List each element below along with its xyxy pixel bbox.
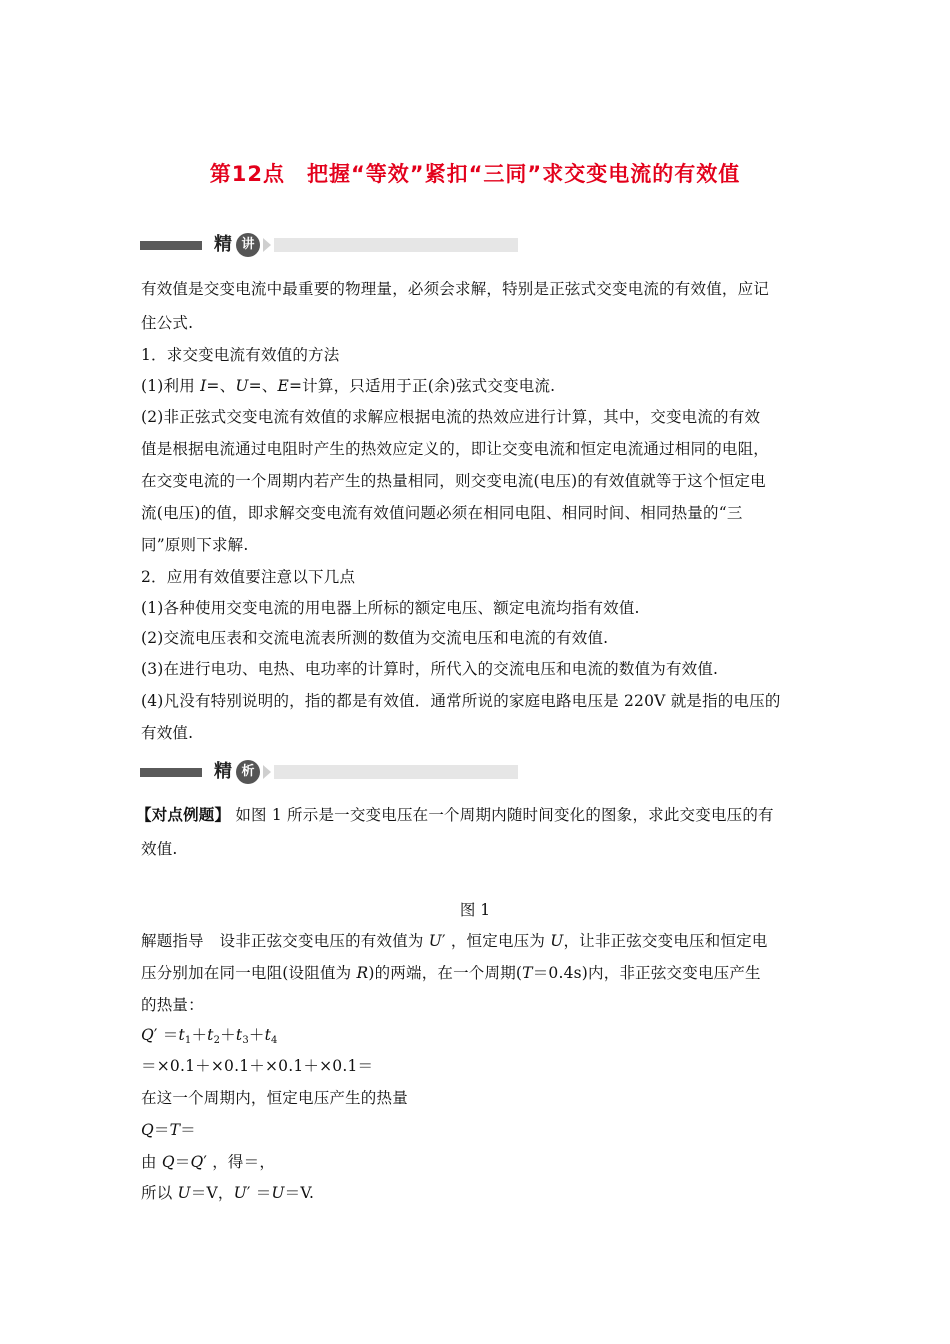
equation-line: 所以 U＝V，U′ ＝U＝V. — [141, 1184, 315, 1202]
section-bar-dark — [140, 241, 202, 250]
section-circle-badge: 讲 — [236, 233, 260, 257]
example-question: 效值. — [141, 840, 178, 858]
paragraph-line: 有效值是交变电流中最重要的物理量，必须会求解，特别是正弦式交变电流的有效值，应记 — [141, 280, 770, 298]
list-item: (1)各种使用交变电流的用电器上所标的额定电压、额定电流均指有效值. — [141, 599, 640, 617]
figure-caption: 图 1 — [459, 901, 491, 919]
section-label: 精 — [214, 234, 232, 255]
solution-line: 压分别加在同一电阻(设阻值为 R)的两端，在一个周期(T＝0.4s)内，非正弦交变电压产生 — [141, 964, 761, 982]
page-title — [0, 158, 950, 188]
example-tag: 【对点例题】 — [136, 805, 231, 824]
solution-line: 的热量： — [141, 996, 204, 1014]
list-item: 有效值. — [141, 724, 194, 742]
section-bar-light — [274, 238, 518, 252]
title-text: 把握“等效”紧扣“三同”求交变电流的有效值 — [307, 162, 741, 186]
section-heading: 2．应用有效值要注意以下几点 — [141, 568, 356, 586]
arrow-icon — [263, 238, 271, 252]
list-item: (2)交流电压表和交流电流表所测的数值为交流电压和电流的有效值. — [141, 629, 609, 647]
equation-line: Q＝T＝ — [141, 1121, 196, 1139]
paragraph-line: 值是根据电流通过电阻时产生的热效应定义的，即让交变电流和恒定电流通过相同的电阻， — [141, 440, 770, 458]
paragraph-line: 住公式. — [141, 314, 194, 332]
equation-line: 由 Q＝Q′ ，得＝， — [141, 1153, 276, 1171]
section-circle-badge: 析 — [236, 760, 260, 784]
solution-line: 解题指导 设非正弦交变电压的有效值为 U′ ，恒定电压为 U，让非正弦交变电压和恒定电 — [141, 932, 768, 950]
equation-line: ＝×0.1＋×0.1＋×0.1＋×0.1＝ — [141, 1057, 374, 1075]
list-item: (4)凡没有特别说明的，指的都是有效值．通常所说的家庭电路电压是 220V 就是指的电压的 — [141, 692, 781, 710]
list-item: (3)在进行电功、电热、电功率的计算时，所代入的交流电压和电流的数值为有效值. — [141, 660, 719, 678]
solution-line: 在这一个周期内，恒定电压产生的热量 — [141, 1089, 408, 1107]
paragraph-line: 同”原则下求解. — [141, 536, 249, 554]
section-bar-light — [274, 765, 518, 779]
paragraph-line: 流(电压)的值，即求解交变电流有效值问题必须在相同电阻、相同时间、相同热量的“三 — [141, 504, 743, 522]
section-header-lecture — [140, 233, 518, 257]
paragraph-line: 在交变电流的一个周期内若产生的热量相同，则交变电流(电压)的有效值就等于这个恒定电 — [141, 472, 766, 490]
example-question: 【对点例题】 如图 1 所示是一交变电压在一个周期内随时间变化的图象，求此交变电压的有 — [136, 805, 774, 824]
section-header-analysis — [140, 760, 518, 784]
arrow-icon — [263, 765, 271, 779]
paragraph-line: (2)非正弦式交变电流有效值的求解应根据电流的热效应进行计算，其中，交变电流的有效 — [141, 408, 761, 426]
section-bar-dark — [140, 768, 202, 777]
section-heading: 1．求交变电流有效值的方法 — [141, 346, 340, 364]
title-point-number: 第12点 — [209, 162, 285, 186]
paragraph-line: (1)利用 I=、U=、E=计算，只适用于正(余)弦式交变电流. — [141, 377, 556, 395]
section-label: 精 — [214, 761, 232, 782]
equation-line: $Q' =t_1+t_2+t_3+t_4$ — [141, 1026, 278, 1046]
